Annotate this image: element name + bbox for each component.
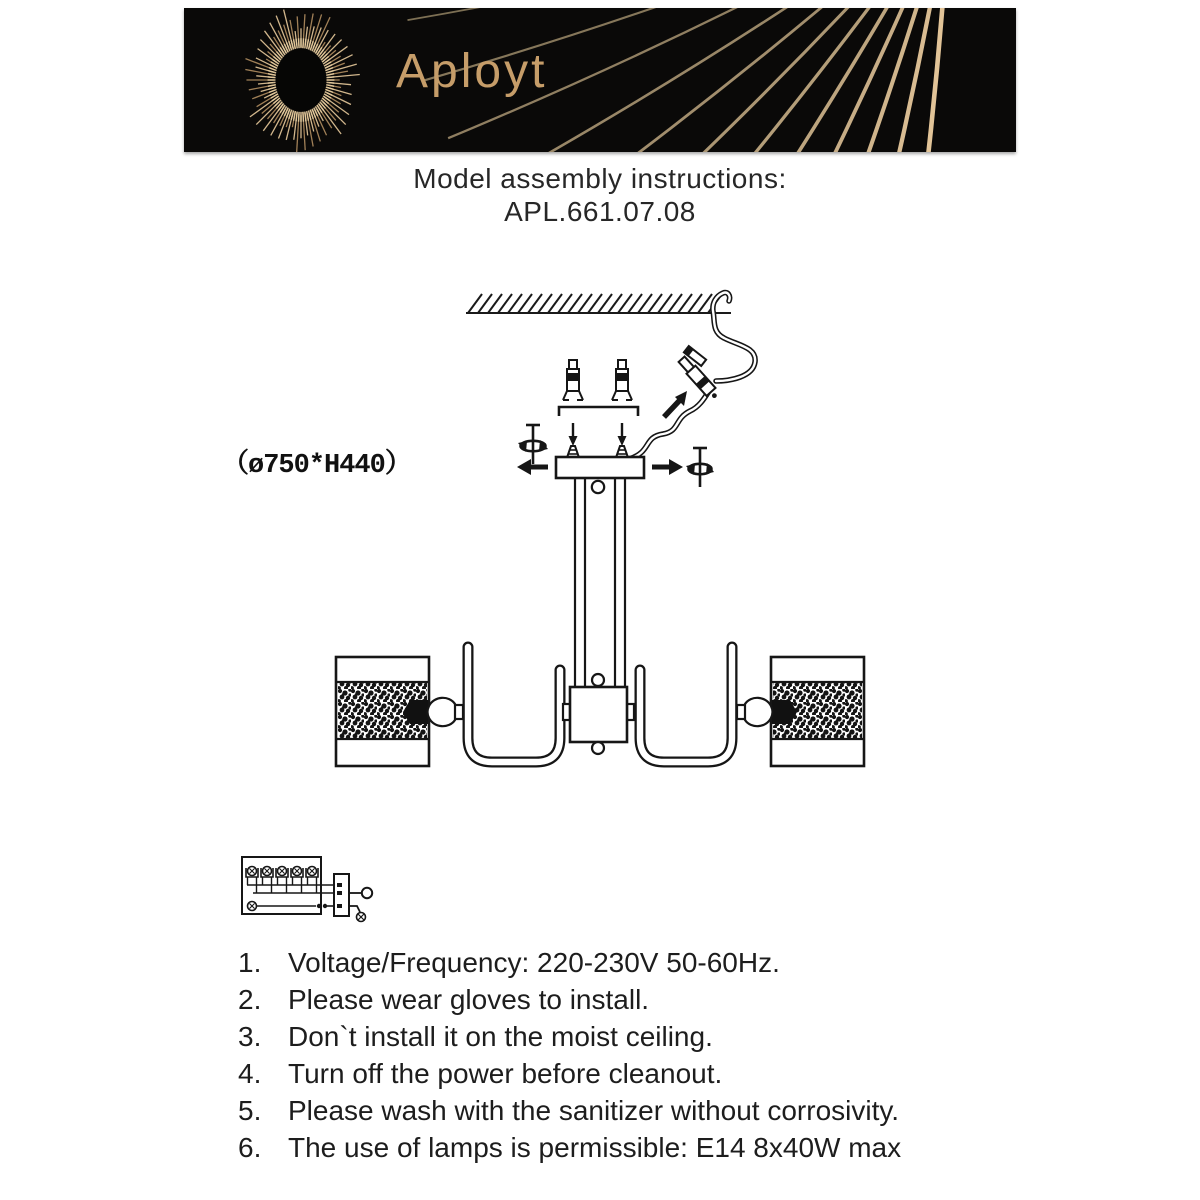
item-text: Please wash with the sanitizer without corrosivity. [288, 1095, 900, 1126]
lamp-bulb-icon [737, 698, 773, 726]
instruction-item [238, 1018, 1118, 1055]
item-number: 4. [238, 1058, 262, 1089]
item-number: 3. [238, 1021, 262, 1052]
item-number: 2. [238, 984, 262, 1015]
sunburst-logo-icon [245, 10, 359, 152]
central-hub-icon [563, 674, 634, 754]
lamp-shade-icon [771, 657, 864, 766]
page-title: Model assembly instructions: [413, 163, 787, 194]
brand-name: Aployt [396, 45, 548, 98]
item-text: Please wear gloves to install. [288, 984, 650, 1015]
instruction-item [238, 1055, 1118, 1092]
item-number: 1. [238, 947, 262, 978]
item-number: 6. [238, 1132, 262, 1163]
dimensions-label: （ø750*H440） [222, 451, 411, 481]
instruction-item [238, 981, 1118, 1018]
lamp-shade-icon [336, 657, 429, 766]
mounting-bracket-icon [559, 407, 638, 416]
instruction-item [238, 1129, 1118, 1166]
model-number: APL.661.07.08 [504, 196, 696, 227]
item-text: Don`t install it on the moist ceiling. [288, 1021, 713, 1052]
item-text: Turn off the power before cleanout. [288, 1058, 723, 1089]
mounting-plate-icon [556, 457, 644, 493]
lamp-bulb-icon [428, 698, 464, 726]
ceiling-hatch-icon [466, 294, 731, 313]
instruction-item [238, 944, 1118, 981]
wall-anchor-icon [563, 360, 632, 400]
item-text: Voltage/Frequency: 220-230V 50-60Hz. [288, 947, 780, 978]
brand-banner [184, 8, 1016, 152]
instruction-item [238, 1092, 1118, 1129]
wiring-diagram-icon [242, 857, 372, 922]
hanging-rod-icon [575, 477, 625, 690]
item-number: 5. [238, 1095, 262, 1126]
instruction-list [238, 944, 1118, 1166]
item-text: The use of lamps is permissible: E14 8x40W max [288, 1132, 902, 1163]
